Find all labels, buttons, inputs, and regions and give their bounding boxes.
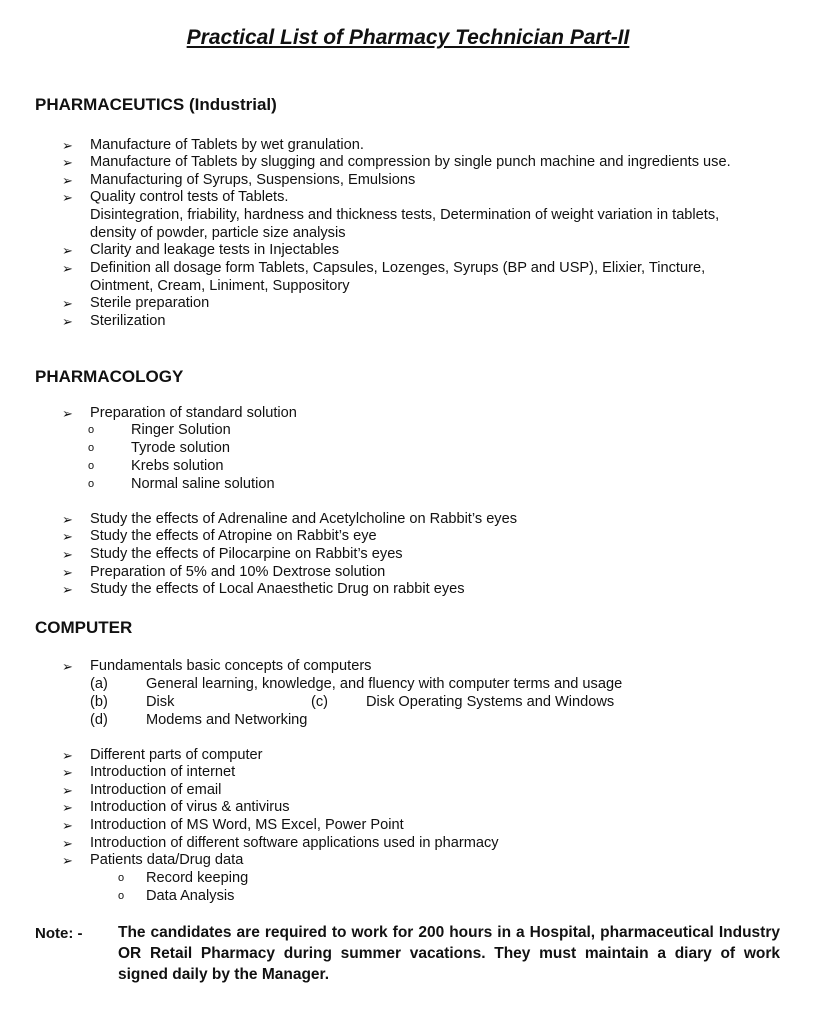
arrow-bullet-icon: ➢ xyxy=(62,138,73,153)
sub-item-label: (d) xyxy=(90,712,108,728)
list-item: Patients data/Drug data xyxy=(90,852,244,868)
circle-bullet-icon: o xyxy=(88,478,95,490)
arrow-bullet-icon: ➢ xyxy=(62,173,73,188)
arrow-bullet-icon: ➢ xyxy=(62,853,73,868)
list-item-continuation: density of powder, particle size analysis xyxy=(90,225,346,241)
arrow-bullet-icon: ➢ xyxy=(62,818,73,833)
arrow-bullet-icon: ➢ xyxy=(62,406,73,421)
arrow-bullet-icon: ➢ xyxy=(62,836,73,851)
sub-item-label: (b) xyxy=(90,694,108,710)
list-item: Sterilization xyxy=(90,313,166,329)
section-heading-pharmaceutics: PHARMACEUTICS (Industrial) xyxy=(35,95,277,114)
list-item: Different parts of computer xyxy=(90,747,263,763)
circle-bullet-icon: o xyxy=(88,460,95,472)
sub-list-item: Normal saline solution xyxy=(131,476,275,492)
sub-item-label: (c) xyxy=(311,694,329,710)
list-item-continuation: Ointment, Cream, Liniment, Suppository xyxy=(90,278,350,294)
arrow-bullet-icon: ➢ xyxy=(62,547,73,562)
sub-list-item: Ringer Solution xyxy=(131,422,231,438)
list-item: Sterile preparation xyxy=(90,295,210,311)
arrow-bullet-icon: ➢ xyxy=(62,582,73,597)
circle-bullet-icon: o xyxy=(118,890,125,902)
page-title: Practical List of Pharmacy Technician Part-II xyxy=(186,26,630,49)
list-item: Study the effects of Pilocarpine on Rabbit’s eyes xyxy=(90,546,403,562)
list-item: Introduction of internet xyxy=(90,764,236,780)
list-item: Study the effects of Atropine on Rabbit’s eye xyxy=(90,528,377,544)
list-item: Introduction of virus & antivirus xyxy=(90,799,290,815)
sub-list-item: Data Analysis xyxy=(146,888,235,904)
list-item: Manufacturing of Syrups, Suspensions, Emulsions xyxy=(90,172,416,188)
sub-item-text: Modems and Networking xyxy=(146,712,308,728)
arrow-bullet-icon: ➢ xyxy=(62,261,73,276)
circle-bullet-icon: o xyxy=(88,442,95,454)
arrow-bullet-icon: ➢ xyxy=(62,748,73,763)
list-item: Introduction of different software applications used in pharmacy xyxy=(90,835,499,851)
arrow-bullet-icon: ➢ xyxy=(62,243,73,258)
sub-list-item: Tyrode solution xyxy=(131,440,230,456)
sub-item-text: Disk xyxy=(146,694,175,710)
arrow-bullet-icon: ➢ xyxy=(62,512,73,527)
section-heading-computer: COMPUTER xyxy=(35,618,133,637)
list-item: Preparation of 5% and 10% Dextrose solution xyxy=(90,564,386,580)
circle-bullet-icon: o xyxy=(88,424,95,436)
list-item-continuation: Disintegration, friability, hardness and thickness tests, Determination of weight variation in tablets, xyxy=(90,207,720,223)
arrow-bullet-icon: ➢ xyxy=(62,783,73,798)
list-item: Clarity and leakage tests in Injectables xyxy=(90,242,340,258)
circle-bullet-icon: o xyxy=(118,872,125,884)
arrow-bullet-icon: ➢ xyxy=(62,155,73,170)
list-item: Manufacture of Tablets by slugging and compression by single punch machine and ingredients use. xyxy=(90,154,731,170)
list-item: Study the effects of Adrenaline and Acetylcholine on Rabbit’s eyes xyxy=(90,511,518,527)
sub-list-item: Record keeping xyxy=(146,870,249,886)
list-item: Study the effects of Local Anaesthetic Drug on rabbit eyes xyxy=(90,581,465,597)
arrow-bullet-icon: ➢ xyxy=(62,296,73,311)
arrow-bullet-icon: ➢ xyxy=(62,659,73,674)
sub-item-text: Disk Operating Systems and Windows xyxy=(366,694,615,710)
sub-item-label: (a) xyxy=(90,676,108,692)
list-item: Definition all dosage form Tablets, Capsules, Lozenges, Syrups (BP and USP), Elixier, Tincture, xyxy=(90,260,706,276)
list-item: Quality control tests of Tablets. xyxy=(90,189,289,205)
section-heading-pharmacology: PHARMACOLOGY xyxy=(35,367,184,386)
list-item: Introduction of MS Word, MS Excel, Power Point xyxy=(90,817,404,833)
list-item: Fundamentals basic concepts of computers xyxy=(90,658,372,674)
sub-list-item: Krebs solution xyxy=(131,458,224,474)
note-label: Note: - xyxy=(35,925,83,942)
note-text: The candidates are required to work for 200 hours in a Hospital, pharmaceutical Industry OR Retail Pharmacy during summer vacations. They must maintain a diary of work signed daily by the Manager. xyxy=(118,924,780,983)
arrow-bullet-icon: ➢ xyxy=(62,529,73,544)
arrow-bullet-icon: ➢ xyxy=(62,800,73,815)
arrow-bullet-icon: ➢ xyxy=(62,190,73,205)
arrow-bullet-icon: ➢ xyxy=(62,765,73,780)
list-item: Preparation of standard solution xyxy=(90,405,297,421)
arrow-bullet-icon: ➢ xyxy=(62,565,73,580)
arrow-bullet-icon: ➢ xyxy=(62,314,73,329)
list-item: Introduction of email xyxy=(90,782,222,798)
sub-item-text: General learning, knowledge, and fluency with computer terms and usage xyxy=(146,676,623,692)
list-item: Manufacture of Tablets by wet granulation. xyxy=(90,137,364,153)
